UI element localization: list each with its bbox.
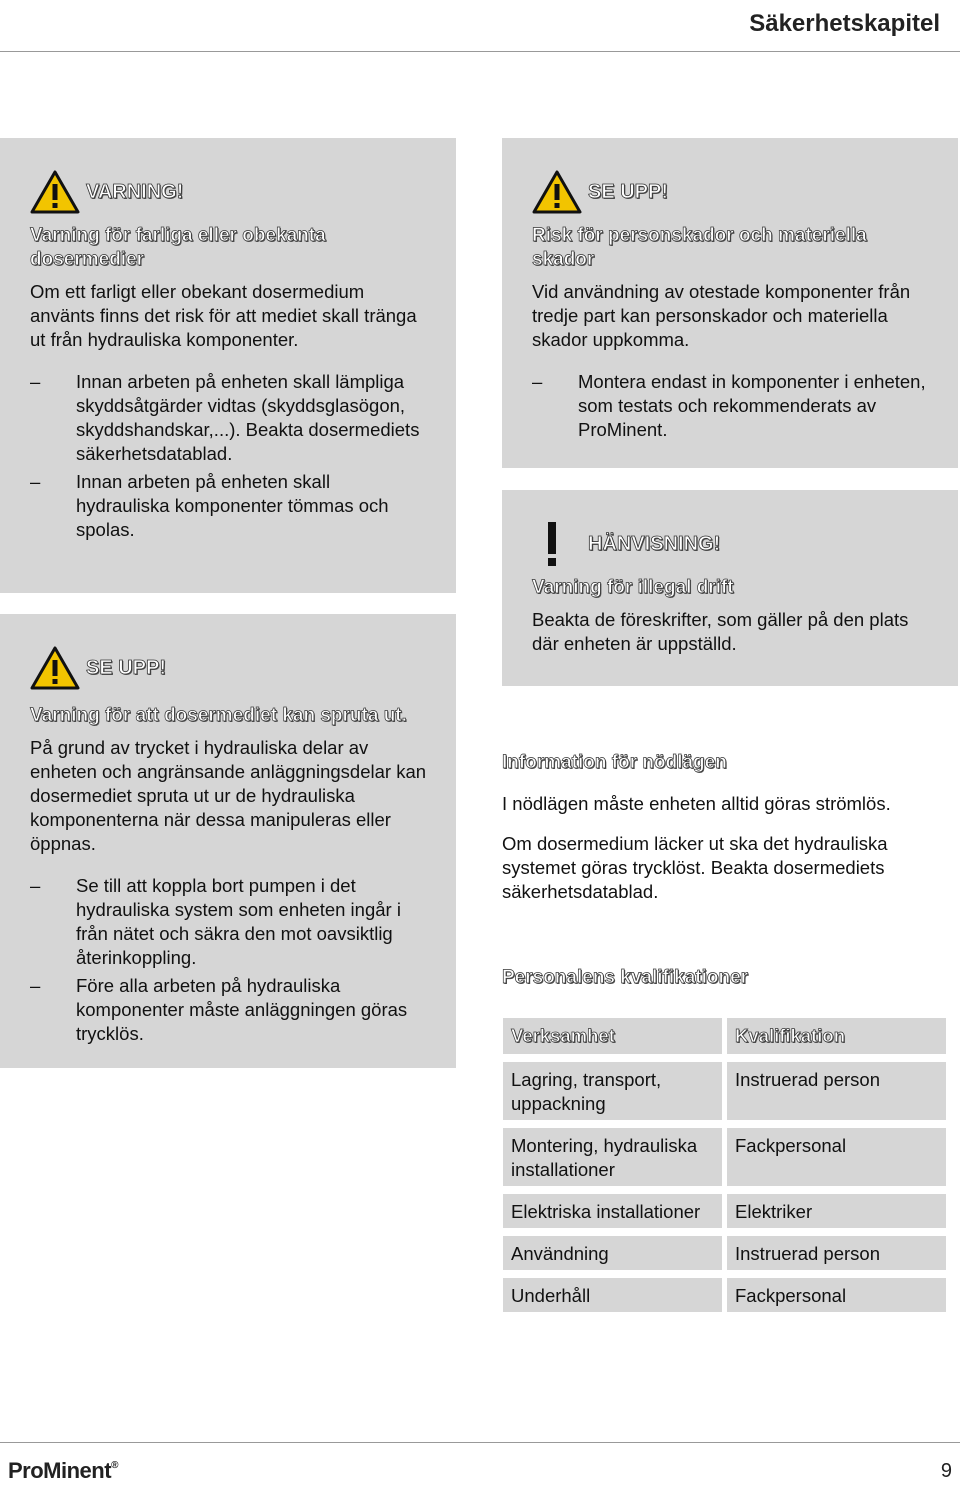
caution-box-spray (0, 614, 456, 1068)
prominent-logo (8, 1458, 118, 1484)
page-number: 9 (940, 1460, 952, 1482)
notice-subtitle: Varning för illegal drift (532, 577, 734, 598)
list-item: – Före alla arbeten på hydrauliska komponenter måste anläggningen göras trycklös. (30, 974, 426, 1046)
caution-box-head (532, 170, 928, 214)
table-row (503, 1194, 946, 1228)
caution-text: På grund av trycket i hydrauliska delar av enheten och angränsande anläggningsdelar kan dosermediet spruta ut ur de hydrauliska komponenterna när dessa manipuleras eller öppnas. (30, 737, 427, 854)
table-cell: Instruerad person (727, 1236, 946, 1270)
table-cell: Underhåll (503, 1278, 722, 1312)
caution-signal-word: SE UPP! (588, 180, 669, 203)
table-cell: Elektriker (727, 1194, 946, 1228)
table-cell: Fackpersonal (727, 1128, 946, 1186)
table-cell: Elektriska installationer (503, 1194, 722, 1228)
notice-signal-word: HÄNVISNING! (588, 532, 721, 555)
list-item: – Innan arbeten på enheten skall lämpliga skyddsåtgärder vidtas (skyddsglasögon, skyddshandskar,...). Beakta dosermediets säkerhetsdatablad. (30, 370, 426, 466)
exclamation-icon (532, 522, 582, 566)
table-header-row (503, 1018, 946, 1054)
notice-text: Beakta de föreskrifter, som gäller på den plats där enheten är uppställd. (532, 609, 909, 654)
table-cell: Montering, hydrauliska installationer (503, 1128, 722, 1186)
page-header-title: Säkerhetskapitel (749, 10, 940, 37)
emergency-heading: Information för nödlägen (502, 752, 727, 773)
table-row (503, 1236, 946, 1270)
column-header: Kvalifikation (727, 1018, 946, 1054)
warning-signal-word: VARNING! (86, 180, 184, 203)
warning-box-head (30, 170, 426, 214)
caution-subtitle: Varning för att dosermediet kan spruta ut. (30, 705, 407, 726)
warning-action-list (30, 370, 426, 542)
registered-mark: ® (111, 1460, 118, 1471)
qualifications-heading: Personalens kvalifikationer (502, 967, 749, 988)
caution-subtitle: Risk för personskador och materiella skador (532, 225, 867, 270)
caution-action-list (30, 874, 426, 1046)
warning-triangle-icon (30, 646, 80, 690)
header-divider (0, 51, 960, 52)
warning-triangle-icon (532, 170, 582, 214)
notice-box-head (532, 522, 928, 566)
list-item: – Innan arbeten på enheten skall hydrauliska komponenter tömmas och spolas. (30, 470, 426, 542)
caution-action-list (532, 370, 928, 442)
table-cell: Användning (503, 1236, 722, 1270)
qualifications-table (498, 1010, 951, 1320)
logo-text: ProMinent (8, 1458, 112, 1483)
table-cell: Fackpersonal (727, 1278, 946, 1312)
footer-divider (0, 1442, 960, 1443)
caution-box-components (502, 138, 958, 468)
notice-box (502, 490, 958, 686)
table-row (503, 1278, 946, 1312)
warning-box (0, 138, 456, 593)
table-row (503, 1128, 946, 1186)
table-cell: Lagring, transport, uppackning (503, 1062, 722, 1120)
list-item: – Montera endast in komponenter i enheten, som testats och rekommenderats av ProMinent. (532, 370, 928, 442)
caution-signal-word: SE UPP! (86, 656, 167, 679)
emergency-paragraph: I nödlägen måste enheten alltid göras strömlös. (502, 793, 891, 814)
warning-triangle-icon (30, 170, 80, 214)
column-header: Verksamhet (503, 1018, 722, 1054)
caution-text: Vid användning av otestade komponenter från tredje part kan personskador och materiella skador uppkomma. (532, 281, 911, 350)
table-row (503, 1062, 946, 1120)
warning-text: Om ett farligt eller obekant dosermedium använts finns det risk för att mediet skall tränga ut från hydrauliska komponenter. (30, 281, 417, 350)
caution-box-head (30, 646, 426, 690)
table-cell: Instruerad person (727, 1062, 946, 1120)
list-item: – Se till att koppla bort pumpen i det hydrauliska system som enheten ingår i från nätet och säkra den mot oavsiktlig återinkoppling. (30, 874, 426, 970)
warning-subtitle: Varning för farliga eller obekanta dosermedier (30, 225, 326, 270)
emergency-paragraph: Om dosermedium läcker ut ska det hydrauliska systemet göras trycklöst. Beakta dosermediets säkerhetsdatablad. (502, 833, 888, 902)
